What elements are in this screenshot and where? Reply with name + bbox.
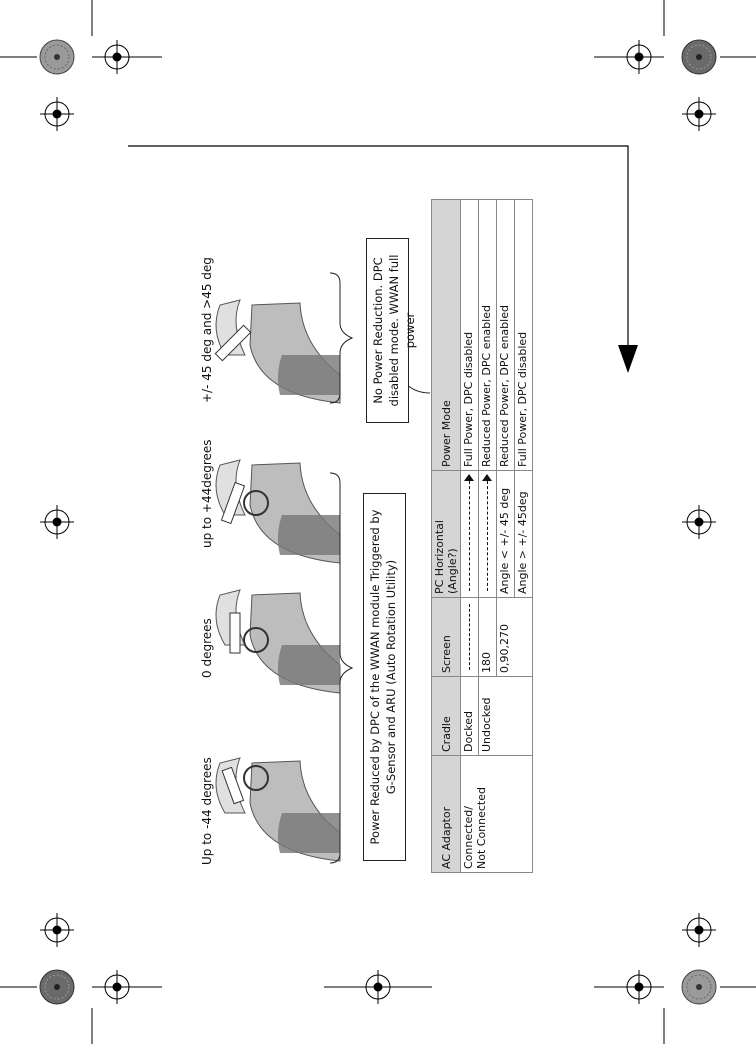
reduced-power-line-1: Power Reduced by DPC of the WWAN module Triggered by (368, 509, 382, 845)
header-angle: PC Horizontal (Angle?) (432, 471, 461, 598)
cell-power-mode: Reduced Power, DPC enabled (497, 200, 515, 471)
reduced-power-line-2: G-Sensor and ARU (Auto Rotation Utility) (384, 559, 398, 795)
register-mark (682, 505, 716, 539)
cell-power-mode: Reduced Power, DPC enabled (479, 200, 497, 471)
cell-angle-arrow (479, 471, 497, 598)
table-header-row (432, 200, 461, 873)
register-mark (40, 913, 74, 947)
no-reduction-line-2: disabled mode. WWAN full power (387, 254, 417, 407)
register-mark (40, 97, 74, 131)
register-mark (682, 97, 716, 131)
header-ac-adaptor: AC Adaptor (432, 756, 461, 873)
header-screen: Screen (432, 598, 461, 677)
register-mark (361, 970, 395, 1004)
rotated-figure (190, 199, 529, 873)
caption-zero: 0 degrees (200, 618, 214, 678)
no-reduction-box (366, 238, 417, 423)
header-power-mode: Power Mode (432, 200, 461, 471)
illustration-zero (216, 590, 340, 693)
register-mark (100, 40, 134, 74)
cell-ac-adaptor (461, 756, 533, 873)
cell-power-mode: Full Power, DPC disabled (461, 200, 479, 471)
illustration-45plus (215, 300, 340, 403)
cell-angle-less: Angle < +/- 45 deg (497, 471, 515, 598)
color-wheel (682, 970, 716, 1004)
illustration-minus44 (216, 758, 340, 861)
ac-adaptor-line-1: Connected/ (462, 806, 475, 869)
frame-arrow (618, 345, 638, 373)
table-row (461, 200, 479, 873)
ac-adaptor-line-2: Not Connected (475, 786, 488, 869)
cell-screen-dash (461, 598, 479, 677)
cell-angle-arrow (461, 471, 479, 598)
cell-cradle-undocked: Undocked (479, 677, 533, 756)
caption-plus44: up to +44degrees (200, 439, 214, 548)
caption-minus44: Up to -44 degrees (200, 757, 214, 865)
color-wheel (682, 40, 716, 74)
cell-cradle-docked: Docked (461, 677, 479, 756)
reduced-power-box (363, 493, 406, 861)
color-wheel (40, 40, 74, 74)
register-mark (622, 40, 656, 74)
color-wheel (40, 970, 74, 1004)
no-reduction-line-1: No Power Reduction. DPC (371, 257, 385, 404)
register-mark (100, 970, 134, 1004)
cell-angle-greater: Angle > +/- 45deg (515, 471, 533, 598)
cell-screen-others: 0,90,270 (497, 598, 533, 677)
caption-45plus: +/- 45 deg and >45 deg (200, 257, 214, 403)
illustration-plus44 (216, 460, 340, 563)
cell-screen-180: 180 (479, 598, 497, 677)
header-cradle: Cradle (432, 677, 461, 756)
register-mark (682, 913, 716, 947)
register-mark (622, 970, 656, 1004)
power-mode-table (431, 199, 533, 873)
register-mark (40, 505, 74, 539)
cell-power-mode: Full Power, DPC disabled (515, 200, 533, 471)
